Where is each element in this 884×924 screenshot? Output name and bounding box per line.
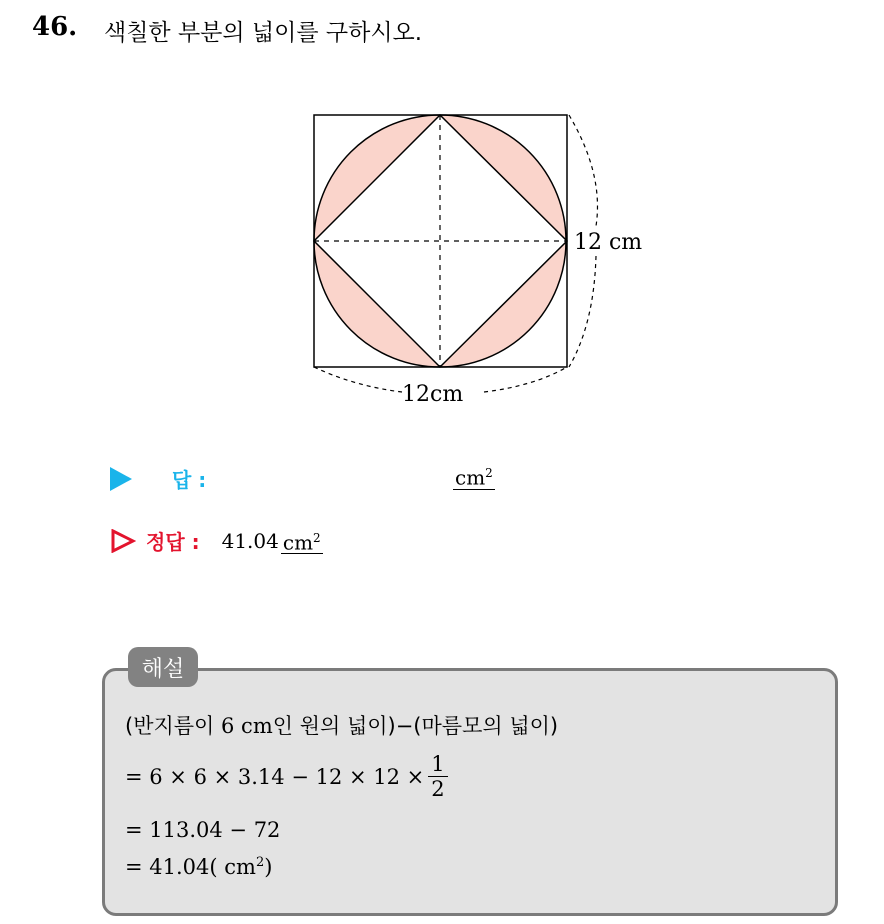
bottom-dimension-label: 12cm	[402, 382, 464, 407]
right-dimension-arc	[569, 115, 597, 226]
outline-triangle-icon	[110, 529, 136, 553]
bottom-dimension-arc-left	[314, 367, 402, 392]
solution-line-3: = 113.04 − 72	[125, 818, 281, 842]
solution-line-1: (반지름이 6 cm인 원의 넓이)−(마름모의 넓이)	[125, 714, 559, 738]
solution-tab: 해설	[128, 647, 198, 687]
fraction-half: $\frac{1}{2}$	[428, 752, 447, 801]
answer-label: 답 :	[172, 468, 207, 492]
question-number: 46.	[32, 12, 78, 42]
right-dimension-label: 12 cm	[574, 230, 643, 255]
geometry-figure	[300, 100, 670, 410]
answer-unit: $cm^2$	[453, 462, 495, 490]
play-icon	[110, 467, 132, 491]
answer-blank[interactable]	[453, 462, 495, 490]
answer-row	[110, 464, 206, 493]
right-dimension-arc-lower	[569, 256, 596, 367]
solution-line-4: = 41.04( $cm^2$)	[125, 855, 273, 879]
correct-unit: $cm^2$	[281, 527, 323, 555]
question-text: 색칠한 부분의 넓이를 구하시오.	[104, 20, 423, 46]
solution-line-2: = 6 × 6 × 3.14 − 12 × 12 × $\frac{1}{2}$	[125, 752, 448, 801]
bottom-dimension-arc-right	[484, 367, 567, 392]
correct-answer-row	[110, 526, 323, 555]
correct-label: 정답 :	[146, 530, 200, 554]
correct-value: 41.04	[221, 528, 279, 553]
